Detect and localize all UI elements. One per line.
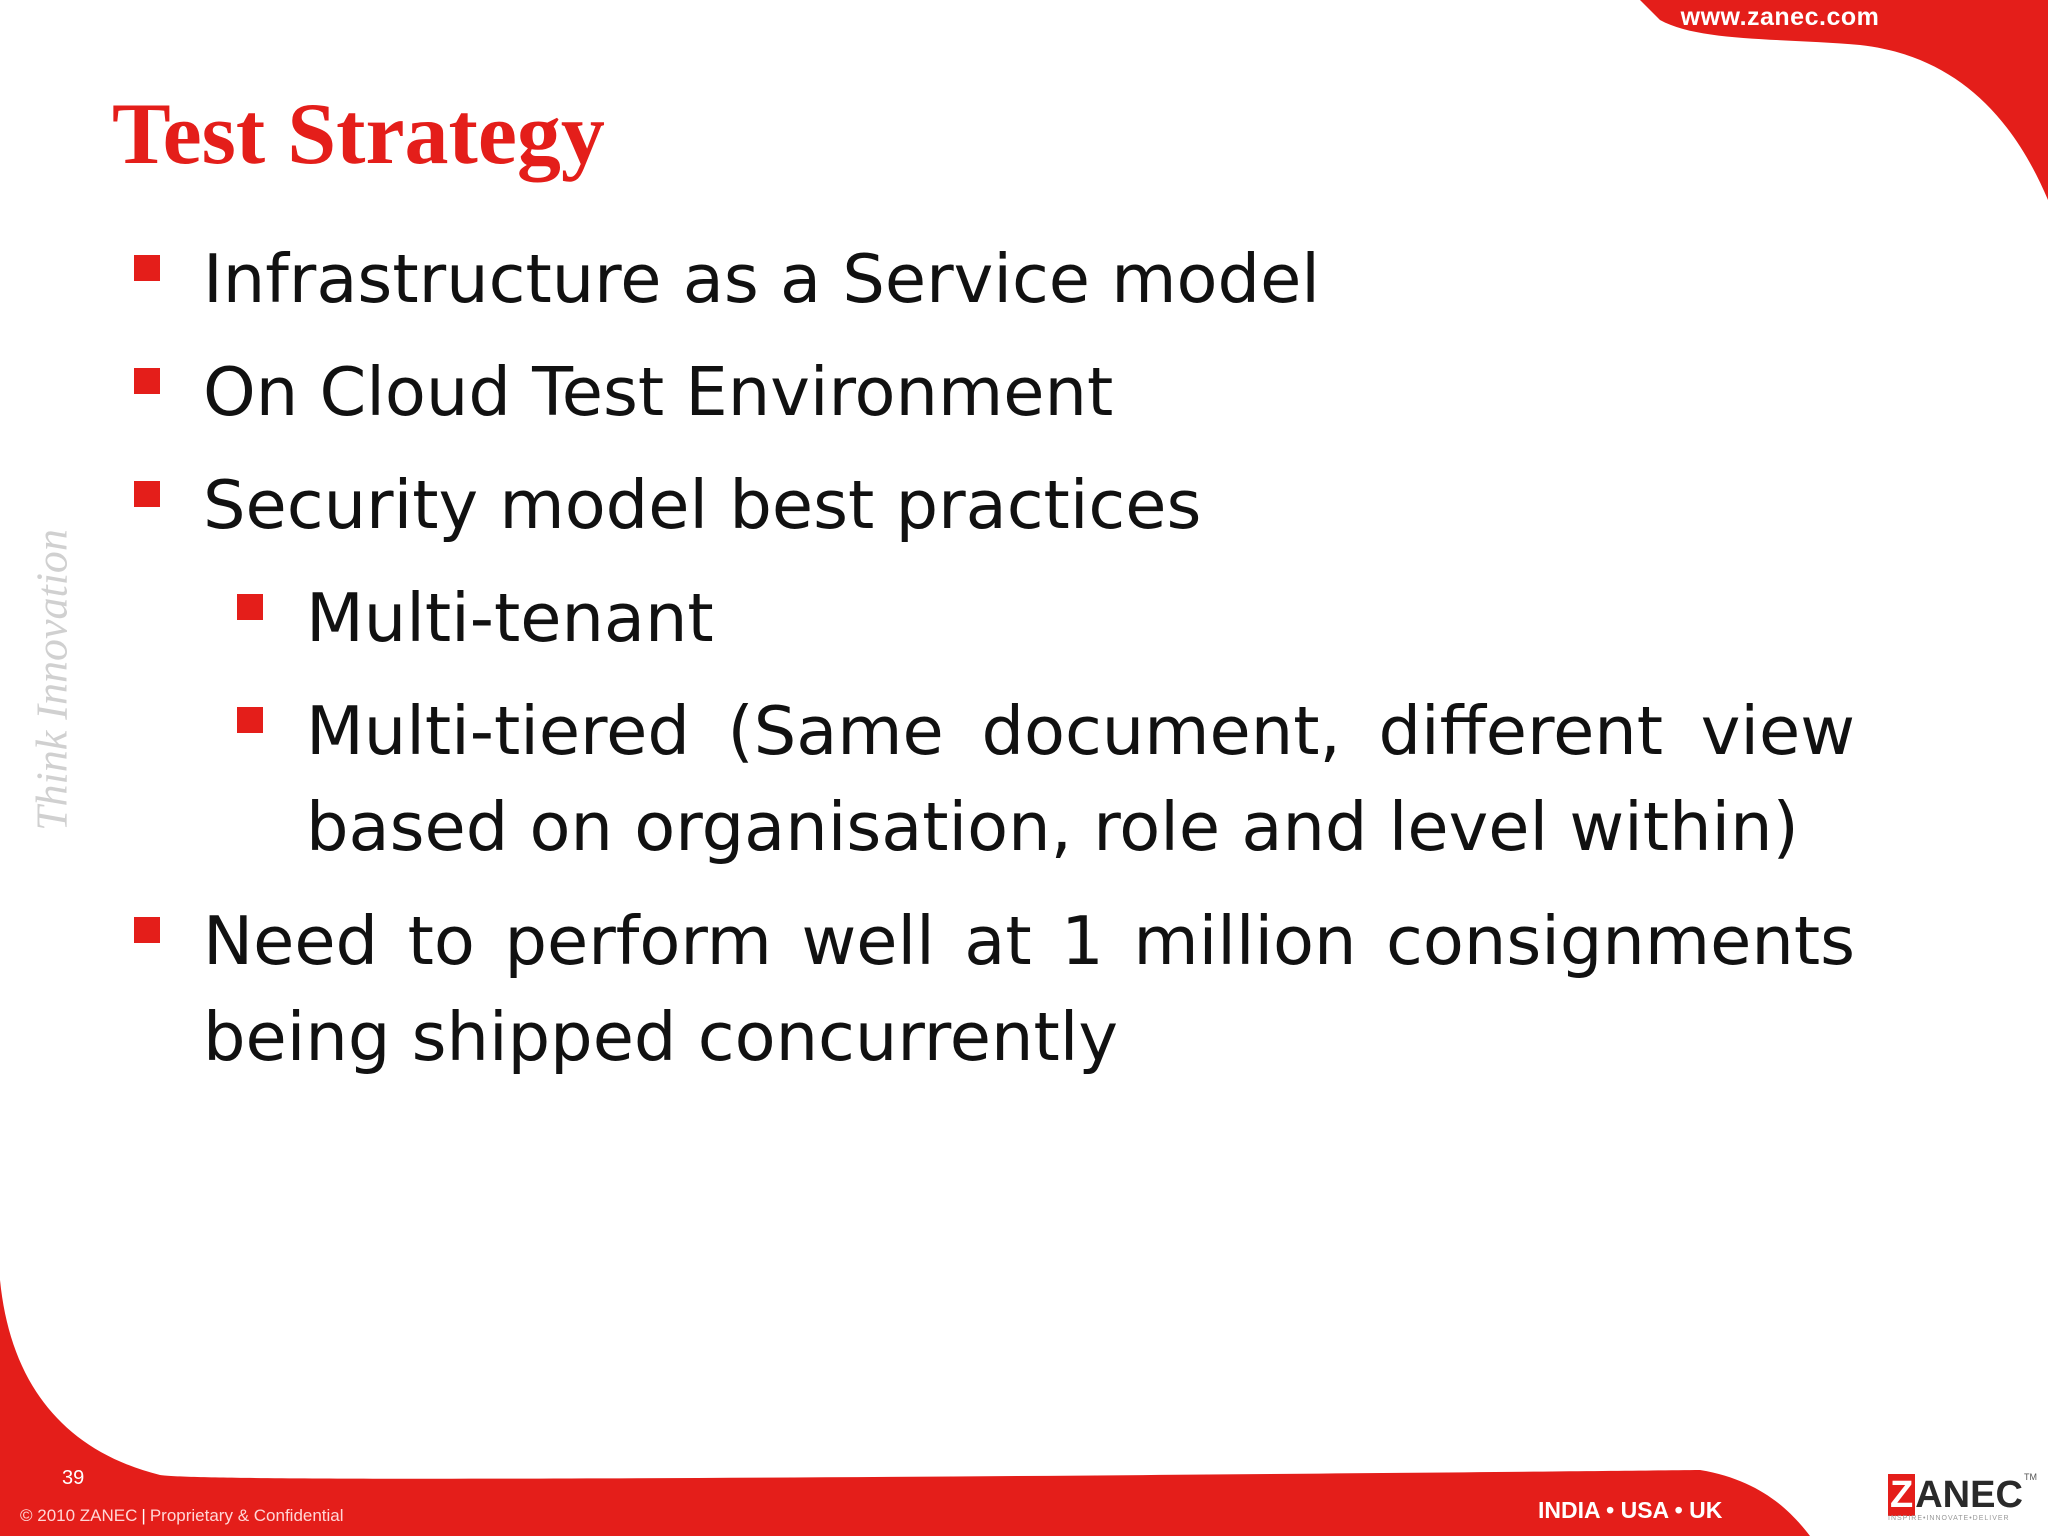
sub-bullet-square-icon: [237, 707, 263, 733]
side-tagline: Think Innovation: [27, 529, 77, 831]
copyright-text: © 2010 ZANEC: [20, 1506, 138, 1525]
sub-bullet-square-icon: [237, 594, 263, 620]
trademark-mark: TM: [2024, 1472, 2037, 1482]
copyright-notice: [20, 1506, 344, 1526]
slide-title: Test Strategy: [112, 86, 605, 183]
sub-bullet-item: Multi-tiered (Same document, different view based on organisation, role and level within): [306, 692, 1855, 866]
website-url: www.zanec.com: [1680, 3, 1880, 31]
bullet-square-icon: [134, 255, 160, 281]
brand-tagline: INSPIRE•INNOVATE•DELIVER: [1888, 1515, 2010, 1522]
brand-name-rest: ANEC: [1915, 1474, 2023, 1516]
sub-bullet-item: Multi-tenant: [306, 579, 714, 657]
page-number: 39: [62, 1467, 85, 1489]
brand-name: [1888, 1476, 2038, 1514]
bullet-square-icon: [134, 368, 160, 394]
bullet-item: Security model best practices: [203, 466, 1202, 544]
separator: |: [141, 1506, 146, 1525]
bullet-square-icon: [134, 481, 160, 507]
confidentiality-text: Proprietary & Confidential: [149, 1506, 344, 1525]
bullet-item: Need to perform well at 1 million consignments being shipped concurrently: [203, 902, 1855, 1076]
office-locations: INDIA • USA • UK: [1538, 1497, 1723, 1523]
bullet-square-icon: [134, 917, 160, 943]
bullet-item: Infrastructure as a Service model: [203, 240, 1320, 318]
brand-name-first-letter: Z: [1890, 1474, 1914, 1516]
zanec-logo: [1888, 1472, 2038, 1526]
bullet-item: On Cloud Test Environment: [203, 353, 1114, 431]
